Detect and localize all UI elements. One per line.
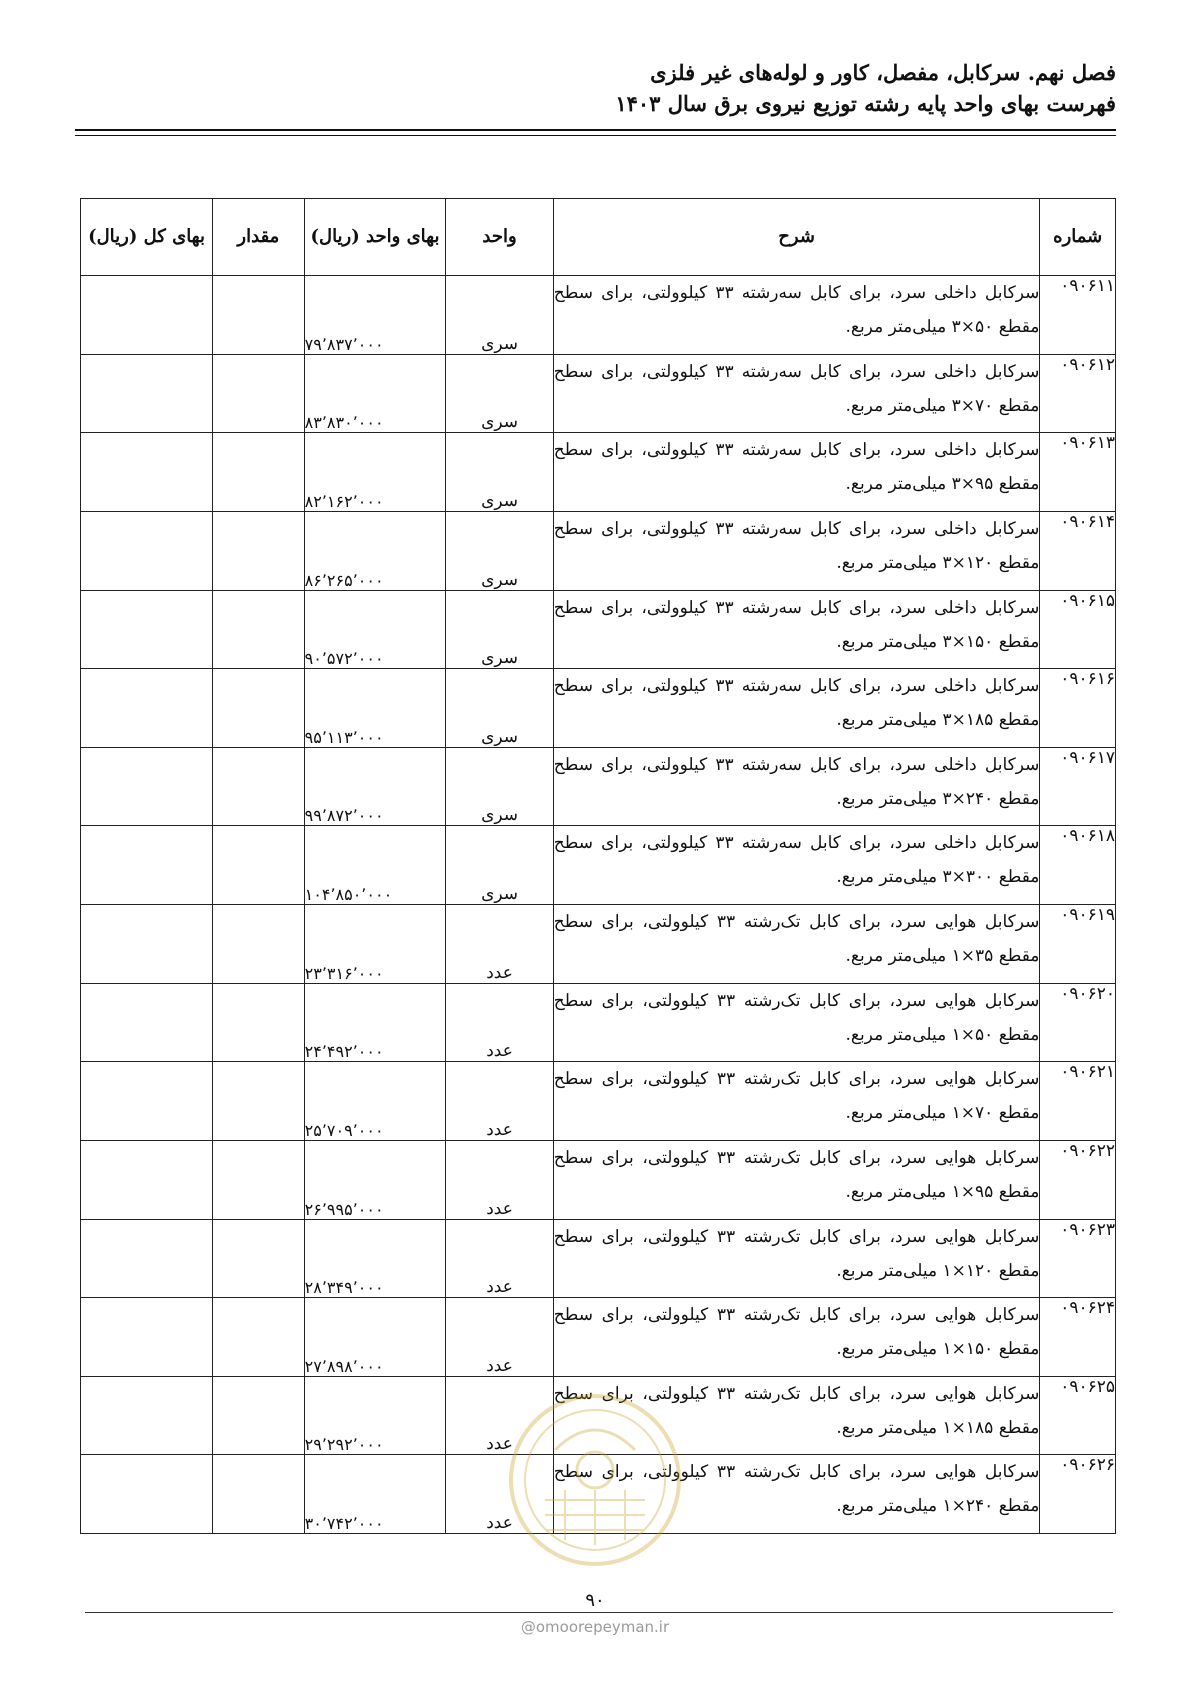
item-total-price [81, 276, 213, 355]
item-unit: عدد [446, 983, 554, 1062]
item-quantity [213, 1376, 305, 1455]
table-row [81, 354, 1116, 433]
table-row [81, 590, 1116, 669]
item-unit-price: ۲۸٬۳۴۹٬۰۰۰ [304, 1219, 446, 1298]
item-total-price [81, 590, 213, 669]
item-number: ۰۹۰۶۱۸ [1040, 826, 1116, 905]
item-unit: عدد [446, 1219, 554, 1298]
table-row [81, 511, 1116, 590]
item-unit-price: ۳۰٬۷۴۲٬۰۰۰ [304, 1455, 446, 1534]
item-quantity [213, 1219, 305, 1298]
item-description: سرکابل داخلی سرد، برای کابل سه‌رشته ۳۳ کیلوولتی، برای سطح مقطع ۵۰×۳ میلی‌متر مربع. [553, 276, 1040, 355]
table-header-row [81, 199, 1116, 276]
item-unit: سری [446, 590, 554, 669]
item-unit: عدد [446, 1298, 554, 1377]
table-row [81, 905, 1116, 984]
table-row [81, 747, 1116, 826]
item-quantity [213, 747, 305, 826]
item-quantity [213, 905, 305, 984]
watermark-url: @omoorepeyman.ir [520, 1618, 670, 1636]
item-unit: عدد [446, 1062, 554, 1141]
price-table [80, 198, 1116, 1534]
item-description: سرکابل هوایی سرد، برای کابل تک‌رشته ۳۳ کیلوولتی، برای سطح مقطع ۵۰×۱ میلی‌متر مربع. [553, 983, 1040, 1062]
item-unit-price: ۸۶٬۲۶۵٬۰۰۰ [304, 511, 446, 590]
item-unit-price: ۸۲٬۱۶۲٬۰۰۰ [304, 433, 446, 512]
item-total-price [81, 1376, 213, 1455]
item-total-price [81, 983, 213, 1062]
item-description: سرکابل هوایی سرد، برای کابل تک‌رشته ۳۳ کیلوولتی، برای سطح مقطع ۱۵۰×۱ میلی‌متر مربع. [553, 1298, 1040, 1377]
item-description: سرکابل هوایی سرد، برای کابل تک‌رشته ۳۳ کیلوولتی، برای سطح مقطع ۱۸۵×۱ میلی‌متر مربع. [553, 1376, 1040, 1455]
table-row [81, 983, 1116, 1062]
item-total-price [81, 747, 213, 826]
item-unit-price: ۷۹٬۸۳۷٬۰۰۰ [304, 276, 446, 355]
item-description: سرکابل داخلی سرد، برای کابل سه‌رشته ۳۳ کیلوولتی، برای سطح مقطع ۱۵۰×۳ میلی‌متر مربع. [553, 590, 1040, 669]
col-header-description: شرح [553, 199, 1040, 276]
col-header-quantity: مقدار [213, 199, 305, 276]
item-total-price [81, 826, 213, 905]
item-unit: سری [446, 826, 554, 905]
item-number: ۰۹۰۶۱۱ [1040, 276, 1116, 355]
seal-watermark-icon [505, 1390, 685, 1570]
item-number: ۰۹۰۶۲۱ [1040, 1062, 1116, 1141]
item-quantity [213, 276, 305, 355]
item-unit: سری [446, 669, 554, 748]
item-total-price [81, 905, 213, 984]
item-unit-price: ۹۰٬۵۷۲٬۰۰۰ [304, 590, 446, 669]
item-quantity [213, 1140, 305, 1219]
item-total-price [81, 1140, 213, 1219]
col-header-unit-price: بهای واحد (ریال) [304, 199, 446, 276]
item-unit: سری [446, 747, 554, 826]
item-total-price [81, 1062, 213, 1141]
item-description: سرکابل داخلی سرد، برای کابل سه‌رشته ۳۳ کیلوولتی، برای سطح مقطع ۹۵×۳ میلی‌متر مربع. [553, 433, 1040, 512]
page-number: ۹۰ [585, 1590, 605, 1611]
item-number: ۰۹۰۶۱۵ [1040, 590, 1116, 669]
item-description: سرکابل هوایی سرد، برای کابل تک‌رشته ۳۳ کیلوولتی، برای سطح مقطع ۱۲۰×۱ میلی‌متر مربع. [553, 1219, 1040, 1298]
item-unit-price: ۹۹٬۸۷۲٬۰۰۰ [304, 747, 446, 826]
item-unit-price: ۲۴٬۴۹۲٬۰۰۰ [304, 983, 446, 1062]
chapter-title: فصل نهم. سرکابل، مفصل، کاور و لوله‌های غیر فلزی [650, 60, 1116, 85]
item-quantity [213, 669, 305, 748]
item-unit: عدد [446, 1140, 554, 1219]
col-header-unit: واحد [446, 199, 554, 276]
item-total-price [81, 433, 213, 512]
item-unit-price: ۹۵٬۱۱۳٬۰۰۰ [304, 669, 446, 748]
table-row [81, 826, 1116, 905]
table-row [81, 1062, 1116, 1141]
item-quantity [213, 354, 305, 433]
item-quantity [213, 511, 305, 590]
item-quantity [213, 1455, 305, 1534]
item-unit-price: ۲۵٬۷۰۹٬۰۰۰ [304, 1062, 446, 1141]
item-number: ۰۹۰۶۱۳ [1040, 433, 1116, 512]
item-unit-price: ۲۶٬۹۹۵٬۰۰۰ [304, 1140, 446, 1219]
item-description: سرکابل هوایی سرد، برای کابل تک‌رشته ۳۳ کیلوولتی، برای سطح مقطع ۹۵×۱ میلی‌متر مربع. [553, 1140, 1040, 1219]
item-unit: سری [446, 433, 554, 512]
item-unit: عدد [446, 905, 554, 984]
item-quantity [213, 590, 305, 669]
col-header-number: شماره [1040, 199, 1116, 276]
item-unit: عدد [446, 1455, 554, 1534]
item-unit: سری [446, 276, 554, 355]
item-total-price [81, 1298, 213, 1377]
item-description: سرکابل داخلی سرد، برای کابل سه‌رشته ۳۳ کیلوولتی، برای سطح مقطع ۳۰۰×۳ میلی‌متر مربع. [553, 826, 1040, 905]
item-unit: عدد [446, 1376, 554, 1455]
table-row [81, 1298, 1116, 1377]
item-description: سرکابل داخلی سرد، برای کابل سه‌رشته ۳۳ کیلوولتی، برای سطح مقطع ۱۲۰×۳ میلی‌متر مربع. [553, 511, 1040, 590]
item-unit-price: ۲۷٬۸۹۸٬۰۰۰ [304, 1298, 446, 1377]
item-number: ۰۹۰۶۱۲ [1040, 354, 1116, 433]
item-description: سرکابل هوایی سرد، برای کابل تک‌رشته ۳۳ کیلوولتی، برای سطح مقطع ۳۵×۱ میلی‌متر مربع. [553, 905, 1040, 984]
item-description: سرکابل داخلی سرد، برای کابل سه‌رشته ۳۳ کیلوولتی، برای سطح مقطع ۱۸۵×۳ میلی‌متر مربع. [553, 669, 1040, 748]
item-quantity [213, 1062, 305, 1141]
col-header-total-price: بهای کل (ریال) [81, 199, 213, 276]
item-total-price [81, 511, 213, 590]
item-description: سرکابل هوایی سرد، برای کابل تک‌رشته ۳۳ کیلوولتی، برای سطح مقطع ۷۰×۱ میلی‌متر مربع. [553, 1062, 1040, 1141]
item-number: ۰۹۰۶۲۶ [1040, 1455, 1116, 1534]
header-rule-thick [75, 129, 1116, 131]
item-unit-price: ۸۳٬۸۳۰٬۰۰۰ [304, 354, 446, 433]
item-description: سرکابل داخلی سرد، برای کابل سه‌رشته ۳۳ کیلوولتی، برای سطح مقطع ۷۰×۳ میلی‌متر مربع. [553, 354, 1040, 433]
item-number: ۰۹۰۶۱۷ [1040, 747, 1116, 826]
page-header [75, 58, 1116, 120]
item-quantity [213, 983, 305, 1062]
item-total-price [81, 1219, 213, 1298]
price-list-title: فهرست بهای واحد پایه رشته توزیع نیروی برق سال ۱۴۰۳ [615, 91, 1116, 116]
item-number: ۰۹۰۶۱۶ [1040, 669, 1116, 748]
item-number: ۰۹۰۶۲۰ [1040, 983, 1116, 1062]
item-number: ۰۹۰۶۲۵ [1040, 1376, 1116, 1455]
table-row [81, 1219, 1116, 1298]
item-unit: سری [446, 511, 554, 590]
header-rule-thin [75, 135, 1116, 136]
footer-rule [85, 1612, 1113, 1613]
item-description: سرکابل داخلی سرد، برای کابل سه‌رشته ۳۳ کیلوولتی، برای سطح مقطع ۲۴۰×۳ میلی‌متر مربع. [553, 747, 1040, 826]
item-number: ۰۹۰۶۲۲ [1040, 1140, 1116, 1219]
item-total-price [81, 1455, 213, 1534]
item-unit-price: ۲۹٬۲۹۲٬۰۰۰ [304, 1376, 446, 1455]
item-quantity [213, 433, 305, 512]
item-total-price [81, 669, 213, 748]
item-unit-price: ۱۰۴٬۸۵۰٬۰۰۰ [304, 826, 446, 905]
item-quantity [213, 826, 305, 905]
table-row [81, 669, 1116, 748]
table-row [81, 276, 1116, 355]
item-unit: سری [446, 354, 554, 433]
item-quantity [213, 1298, 305, 1377]
item-number: ۰۹۰۶۱۴ [1040, 511, 1116, 590]
item-number: ۰۹۰۶۲۳ [1040, 1219, 1116, 1298]
item-description: سرکابل هوایی سرد، برای کابل تک‌رشته ۳۳ کیلوولتی، برای سطح مقطع ۲۴۰×۱ میلی‌متر مربع. [553, 1455, 1040, 1534]
table-row [81, 433, 1116, 512]
item-number: ۰۹۰۶۱۹ [1040, 905, 1116, 984]
item-number: ۰۹۰۶۲۴ [1040, 1298, 1116, 1377]
item-unit-price: ۲۳٬۳۱۶٬۰۰۰ [304, 905, 446, 984]
table-row [81, 1140, 1116, 1219]
item-total-price [81, 354, 213, 433]
